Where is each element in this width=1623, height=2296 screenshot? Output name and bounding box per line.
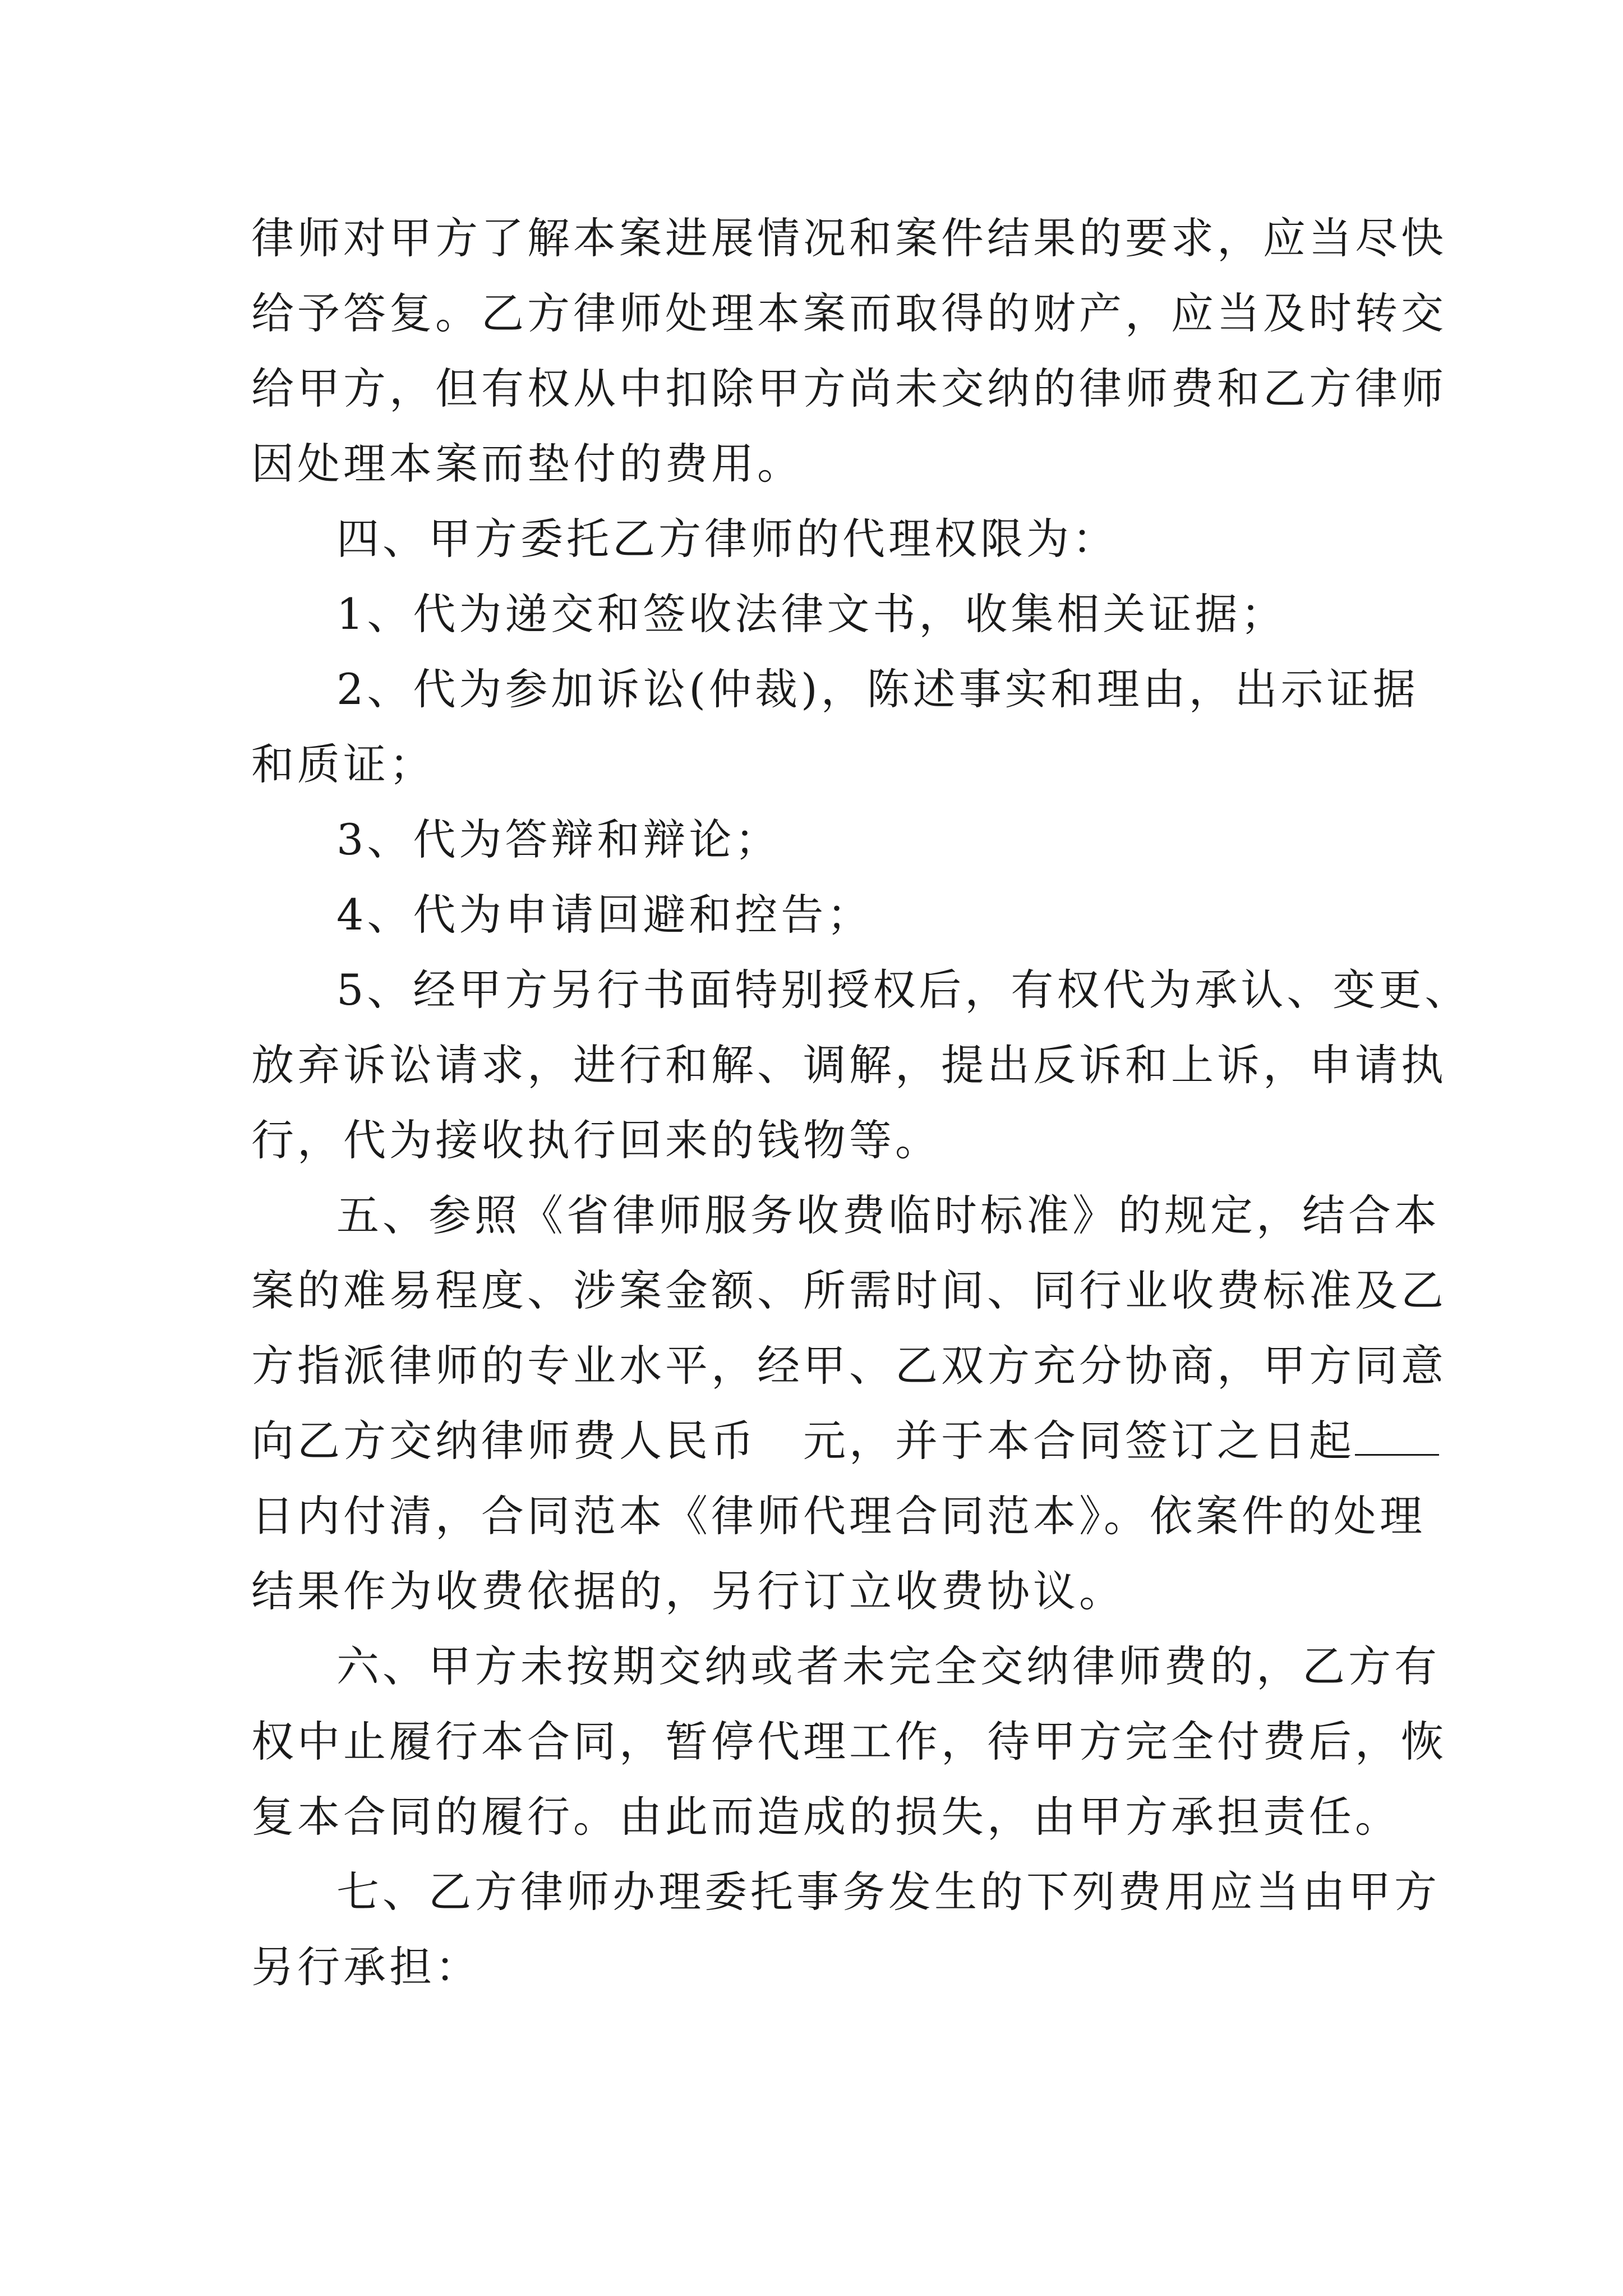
clause-seven	[251, 1855, 1440, 2005]
clause-four-heading	[251, 501, 1378, 577]
text-line: 五、参照《省律师服务收费临时标准》的规定，结合本	[336, 1190, 1440, 1240]
text-line: 给甲方，但有权从中扣除甲方尚未交纳的律师费和乙方律师	[251, 364, 1447, 413]
clause-item-1	[251, 577, 1378, 652]
text-line: 4、代为申请回避和控告；	[336, 890, 873, 940]
text-line: 七、乙方律师办理委托事务发生的下列费用应当由甲方	[336, 1867, 1440, 1917]
clause-item-4	[251, 877, 1378, 953]
text-line: 案的难易程度、涉案金额、所需时间、同行业收费标准及乙	[251, 1266, 1447, 1315]
text-segment: 向乙方交纳律师费人民币 元，并于本合同签订之日起	[251, 1416, 1355, 1466]
clause-item-5	[251, 953, 1471, 1178]
clause-five	[251, 1178, 1447, 1629]
clause-six	[251, 1629, 1447, 1855]
text-line: 另行承担：	[251, 1942, 481, 1992]
text-line: 和质证；	[251, 739, 435, 789]
text-line: 3、代为答辩和辩论；	[336, 815, 781, 864]
text-line: 5、经甲方另行书面特别授权后，有权代为承认、变更、	[336, 965, 1471, 1015]
text-line: 给予答复。乙方律师处理本案而取得的财产，应当及时转交	[251, 288, 1447, 338]
text-line: 四、甲方委托乙方律师的代理权限为：	[336, 514, 1118, 564]
paragraph-continuation	[251, 201, 1447, 501]
text-line: 律师对甲方了解本案进展情况和案件结果的要求，应当尽快	[251, 213, 1447, 263]
text-line: 行，代为接收执行回来的钱物等。	[251, 1115, 941, 1165]
clause-item-2	[251, 652, 1419, 802]
text-line: 复本合同的履行。由此而造成的损失，由甲方承担责任。	[251, 1792, 1401, 1842]
text-line: 六、甲方未按期交纳或者未完全交纳律师费的，乙方有	[336, 1641, 1440, 1691]
fill-in-blank	[1355, 1420, 1439, 1456]
clause-item-3	[251, 802, 1378, 877]
text-line: 方指派律师的专业水平，经甲、乙双方充分协商，甲方同意	[251, 1341, 1447, 1391]
text-line: 结果作为收费依据的，另行订立收费协议。	[251, 1566, 1125, 1616]
text-line: 日内付清，合同范本《律师代理合同范本》。依案件的处理	[251, 1491, 1426, 1541]
document-body	[251, 201, 1471, 2005]
text-line: 2、代为参加诉讼(仲裁)，陈述事实和理由，出示证据	[336, 664, 1419, 714]
text-line: 放弃诉讼请求，进行和解、调解，提出反诉和上诉，申请执	[251, 1040, 1447, 1090]
text-line-with-blank	[251, 1404, 1378, 1479]
text-line: 因处理本案而垫付的费用。	[251, 439, 803, 489]
text-line: 权中止履行本合同，暂停代理工作，待甲方完全付费后，恢	[251, 1717, 1447, 1766]
text-line: 1、代为递交和签收法律文书，收集相关证据；	[336, 589, 1287, 639]
